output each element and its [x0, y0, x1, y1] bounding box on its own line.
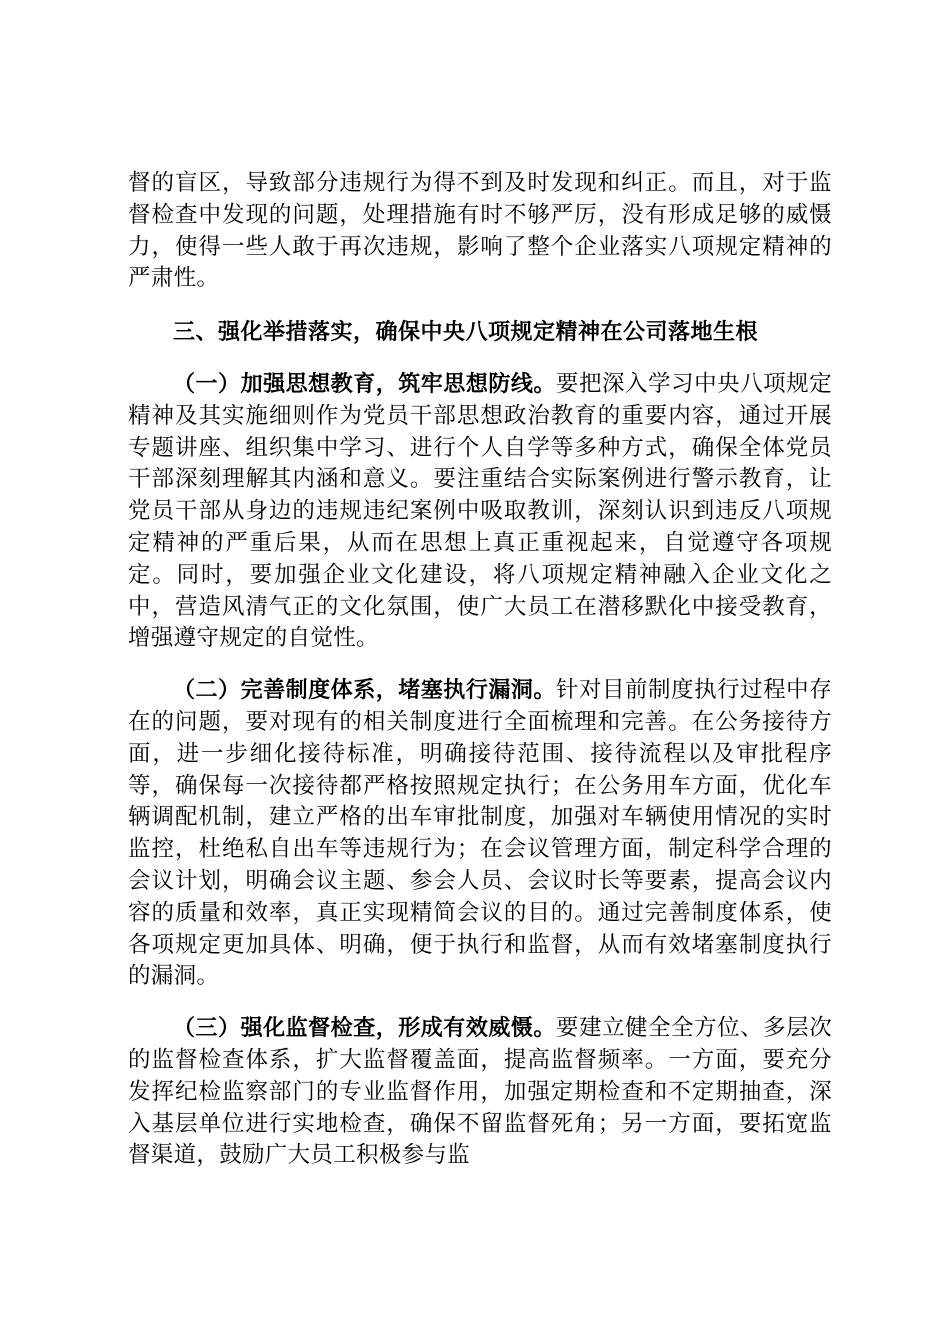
numbered-paragraph-2	[128, 675, 832, 993]
section-heading: 三、强化举措落实，确保中央八项规定精神在公司落地生根	[173, 320, 759, 346]
paragraph-lead-2: （二）完善制度体系，堵塞执行漏洞。	[173, 678, 556, 704]
numbered-paragraph-1	[128, 369, 832, 655]
continued-paragraph: 督的盲区，导致部分违规行为得不到及时发现和纠正。而且，对于监督检查中发现的问题，处理措施有时不够严厉，没有形成足够的威慑力，使得一些人敢于再次违规，影响了整个企业落实八项规定精神的严肃性。	[128, 170, 832, 292]
paragraph-body-1: 要把深入学习中央八项规定精神及其实施细则作为党员干部思想政治教育的重要内容，通过开展专题讲座、组织集中学习、进行个人自学等多种方式，确保全体党员干部深刻理解其内涵和意义。要注重结合实际案例进行警示教育，让党员干部从身边的违规违纪案例中吸取教训，深刻认识到违反八项规定精神的严重后果，从而在思想上真正重视起来，自觉遵守各项规定。同时，要加强企业文化建设，将八项规定精神融入企业文化之中，营造风清气正的文化氛围，使广大员工在潜移默化中接受教育，增强遵守规定的自觉性。	[128, 370, 832, 652]
numbered-paragraph-3	[128, 1013, 832, 1172]
paragraph-lead-1: （一）加强思想教育，筑牢思想防线。	[173, 371, 556, 397]
paragraph-lead-3: （三）强化监督检查，形成有效威慑。	[173, 1016, 556, 1042]
paragraph-body-2: 针对目前制度执行过程中存在的问题，要对现有的相关制度进行全面梳理和完善。在公务接待方面，进一步细化接待标准，明确接待范围、接待流程以及审批程序等，确保每一次接待都严格按照规定执行；在公务用车方面，优化车辆调配机制，建立严格的出车审批制度，加强对车辆使用情况的实时监控，杜绝私自出车等违规行为；在会议管理方面，制定科学合理的会议计划，明确会议主题、参会人员、会议时长等要素，提高会议内容的质量和效率，真正实现精简会议的目的。通过完善制度体系，使各项规定更加具体、明确，便于执行和监督，从而有效堵塞制度执行的漏洞。	[128, 677, 832, 990]
document-body	[128, 168, 832, 1192]
paragraph-body-3: 要建立健全全方位、多层次的监督检查体系，扩大监督覆盖面，提高监督频率。一方面，要充分发挥纪检监察部门的专业监督作用，加强定期检查和不定期抽查，深入基层单位进行实地检查，确保不留监督死角；另一方面，要拓宽监督渠道，鼓励广大员工积极参与监	[128, 1015, 832, 1169]
